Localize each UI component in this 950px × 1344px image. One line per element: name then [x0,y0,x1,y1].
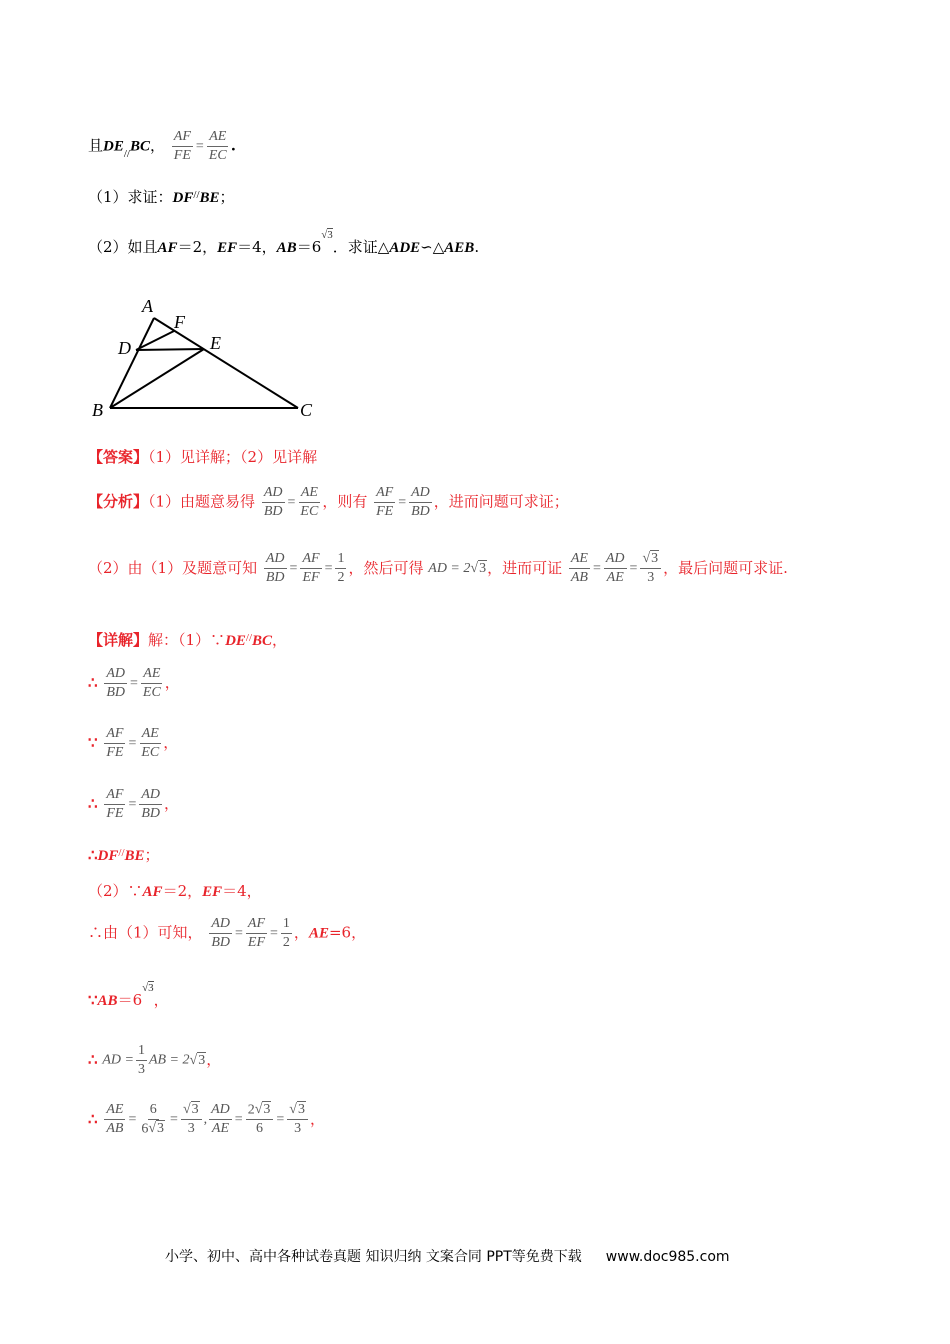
numerator: AF [104,788,125,805]
denominator: EC [300,503,319,519]
equals: = [195,138,204,154]
answer-line [88,450,317,465]
fraction [136,1044,147,1077]
numerator: AF [246,917,267,934]
denominator: AB [570,569,588,585]
equals: = [170,1111,178,1127]
text: 解：（1）∵ [148,631,226,649]
text: ， [164,794,180,813]
fraction [104,1103,125,1136]
equals: = [128,1111,137,1127]
solution-line6 [88,884,262,900]
text: ＝4， [237,238,277,256]
denominator: EC [208,147,227,163]
fraction [287,1103,308,1137]
sqrt: √3 [182,1102,199,1117]
numerator [640,552,661,569]
fraction [172,130,193,163]
math-var: EF [217,240,238,256]
fraction [139,727,161,760]
math-var: AE [308,925,329,942]
fraction [246,1103,274,1137]
denominator: BD [211,934,230,950]
equals: = [270,925,278,941]
denominator: AE [606,569,624,585]
text: ＝2， [162,882,203,900]
numerator: AF [172,130,193,147]
because-symbol: ∵ [88,733,98,752]
numerator: AF [300,552,321,569]
numerator: AD [409,486,432,503]
fraction [104,727,125,760]
denominator: FE [106,744,124,760]
numerator [181,1103,202,1120]
denominator: AE [211,1120,230,1136]
numerator: AD [262,486,285,503]
solution-line8 [88,982,169,1009]
solution-tag: 【详解】 [88,631,149,649]
coef: 6 [141,1121,149,1137]
denominator: 3 [137,1061,145,1077]
denominator: 2 [337,569,345,585]
denominator: BD [411,503,430,519]
numerator: AE [104,1103,125,1120]
math-var: ADE [389,240,421,256]
analysis-line1 [88,486,569,519]
sqrt: √3 [189,1052,206,1068]
denominator: AB [106,1120,124,1136]
text: . [474,238,480,256]
numerator: AE [141,667,162,684]
fraction [300,552,321,585]
text: ＝4， [222,882,262,900]
fraction [262,486,285,519]
radicand: 3 [198,1052,206,1068]
text: （2）如且 [88,238,158,256]
numerator: 1 [281,917,292,934]
math-var: EF [202,884,223,900]
numerator: 1 [136,1044,147,1061]
math-var: DE [103,138,124,155]
numerator: AE [569,552,590,569]
sqrt: √3 [254,1102,271,1117]
denominator: BD [263,503,283,519]
segment-df [136,331,174,350]
text: ， [309,1109,325,1128]
numerator: 1 [335,552,346,569]
math-expr: AB = 2 [148,1052,190,1068]
text: （1）求证： [88,188,173,206]
footer-link[interactable]: www.doc985.com [605,1249,730,1265]
therefore-symbol: ∴ [88,794,98,813]
parallel-symbol: // [245,632,253,644]
denominator: 3 [294,1121,302,1137]
radicand: 3 [327,229,333,241]
text: ，然后可得 [348,558,424,577]
radicand: 3 [148,982,154,994]
text: △ [432,238,445,256]
denominator: FE [173,147,191,163]
numerator [287,1103,308,1120]
radicand: 3 [297,1102,305,1117]
text: ； [219,188,235,206]
text: ，进而问题可求证； [433,492,569,511]
footer-text: 小学、初中、高中各种试卷真题 知识归纳 文案合同 PPT等免费下载 [165,1249,582,1265]
equals: = [128,796,137,812]
math-expr: AD = [102,1052,134,1068]
text: ， [293,923,309,942]
solution-line2 [88,667,180,700]
equals: = [592,560,601,576]
fraction [209,917,232,950]
numerator: AD [604,552,627,569]
text: ，则有 [322,492,368,511]
analysis-line2 [88,552,788,586]
denominator: 2 [282,934,290,950]
text: ， [206,1050,222,1069]
equals: = [235,925,243,941]
problem-part2 [88,229,480,256]
math-var: BE [199,190,220,206]
fraction [264,552,287,585]
solution-line1 [88,633,287,649]
denominator: EC [142,684,161,700]
denominator: FE [106,805,124,821]
sqrt: √3 [142,982,154,994]
radicand: 3 [157,1120,165,1136]
figure-lines [110,318,298,408]
sqrt: √3 [289,1102,305,1117]
fraction [281,917,292,950]
solution-line4 [88,788,179,821]
math-expr: AD = 2 [428,560,471,576]
numerator: AD [209,917,232,934]
solution-line3 [88,727,178,760]
fraction [209,1103,232,1136]
denominator: EC [141,744,160,760]
equals: = [287,494,296,510]
math-var: AB [276,240,297,256]
fraction [207,130,229,163]
numerator: AE [140,727,161,744]
analysis-tag: 【分析】 [88,492,149,511]
parallel-symbol: // [123,147,130,160]
label-d: D [118,338,131,358]
solution-line9 [88,1044,221,1077]
solution-line10 [88,1103,325,1137]
text: . [230,136,236,155]
equals: = [629,560,638,576]
math-var: DE [225,633,246,649]
math-var: AB [97,993,118,1009]
segment-de [136,349,204,350]
equals: = [234,1111,243,1127]
fraction [139,1103,167,1137]
text: ．求证△ [332,238,390,256]
numerator: AD [139,788,162,805]
text: （2）∵ [88,882,143,900]
math-var: BC [252,633,273,649]
denominator: FE [376,503,394,519]
fraction [246,917,267,950]
label-e: E [210,333,221,353]
math-var: AF [142,884,163,900]
therefore-symbol: ∴ [88,846,98,864]
problem-part1 [88,190,235,206]
numerator [246,1103,274,1120]
numerator: AE [299,486,320,503]
equals: = [130,675,138,691]
sqrt: √3 [642,551,659,566]
numerator: 6 [148,1103,159,1120]
numerator: AD [209,1103,232,1120]
solution-line5 [88,848,160,864]
equals: = [324,560,333,576]
answer-text: （1）见详解；（2）见详解 [148,448,318,466]
text: ，进而可证 [487,558,563,577]
denominator: EF [302,569,320,585]
math-var: DF [97,848,119,864]
similar-symbol: ∽ [420,238,433,256]
denominator: 6 [256,1121,264,1137]
numerator: AD [104,667,127,684]
fraction [374,486,395,519]
text: , [203,1111,208,1127]
equals: = [398,494,407,510]
text: （2）由（1）及题意可知 [88,558,258,577]
text: ， [272,631,288,649]
answer-tag: 【答案】 [88,448,149,466]
text: ，最后问题可求证. [663,558,788,577]
triangle-figure [88,290,328,425]
text: ， [150,136,166,155]
text: ， [164,673,180,692]
equals: = [128,735,137,751]
page-footer [165,1246,730,1266]
fraction [141,667,163,700]
numerator: AF [374,486,395,503]
math-var: AF [157,240,178,256]
therefore-symbol: ∴ [88,673,98,692]
radicand: 3 [191,1102,199,1117]
radicand: 3 [263,1102,271,1117]
sqrt: √3 [321,229,333,241]
denominator [139,1120,167,1137]
denominator: BD [106,684,125,700]
text: ＝2， [177,238,218,256]
sqrt: √3 [470,560,487,576]
coef: 2 [247,1102,255,1118]
label-c: C [300,400,313,420]
fraction [640,552,661,586]
parallel-symbol: // [193,189,200,201]
fraction [604,552,627,585]
sqrt: √3 [148,1120,165,1136]
text: ∴由（1）可知， [88,923,203,942]
math-var: AEB [444,240,475,256]
label-b: B [92,400,103,420]
fraction [335,552,346,585]
text: ； [144,846,160,864]
text: =6， [328,923,367,942]
numerator: AD [264,552,287,569]
denominator: BD [265,569,285,585]
denominator: 3 [647,570,655,586]
fraction [298,486,320,519]
text: ， [153,991,169,1009]
text: 且 [88,136,104,155]
fraction [104,667,127,700]
math-var: DF [172,190,194,206]
because-symbol: ∵ [88,991,98,1009]
label-a: A [142,296,153,316]
math-var: BC [129,138,150,155]
text: ＝6 [117,991,143,1009]
fraction [409,486,432,519]
problem-condition [88,130,236,163]
fraction [104,788,125,821]
radicand: 3 [651,551,659,566]
text: ， [163,733,179,752]
equals: = [289,560,298,576]
parallel-symbol: // [118,847,125,859]
label-f: F [174,312,185,332]
therefore-symbol: ∴ [88,1109,98,1128]
denominator: EF [247,934,266,950]
solution-line7 [88,917,366,950]
fraction [569,552,590,585]
numerator: AF [104,727,125,744]
fraction [139,788,162,821]
denominator: BD [141,805,161,821]
radicand: 3 [479,560,487,576]
text: （1）由题意易得 [148,492,256,511]
denominator: 3 [187,1121,195,1137]
therefore-symbol: ∴ [88,1050,98,1069]
equals: = [276,1111,285,1127]
math-var: BE [124,848,145,864]
text: ＝6 [296,238,322,256]
numerator: AE [207,130,228,147]
fraction [181,1103,202,1137]
